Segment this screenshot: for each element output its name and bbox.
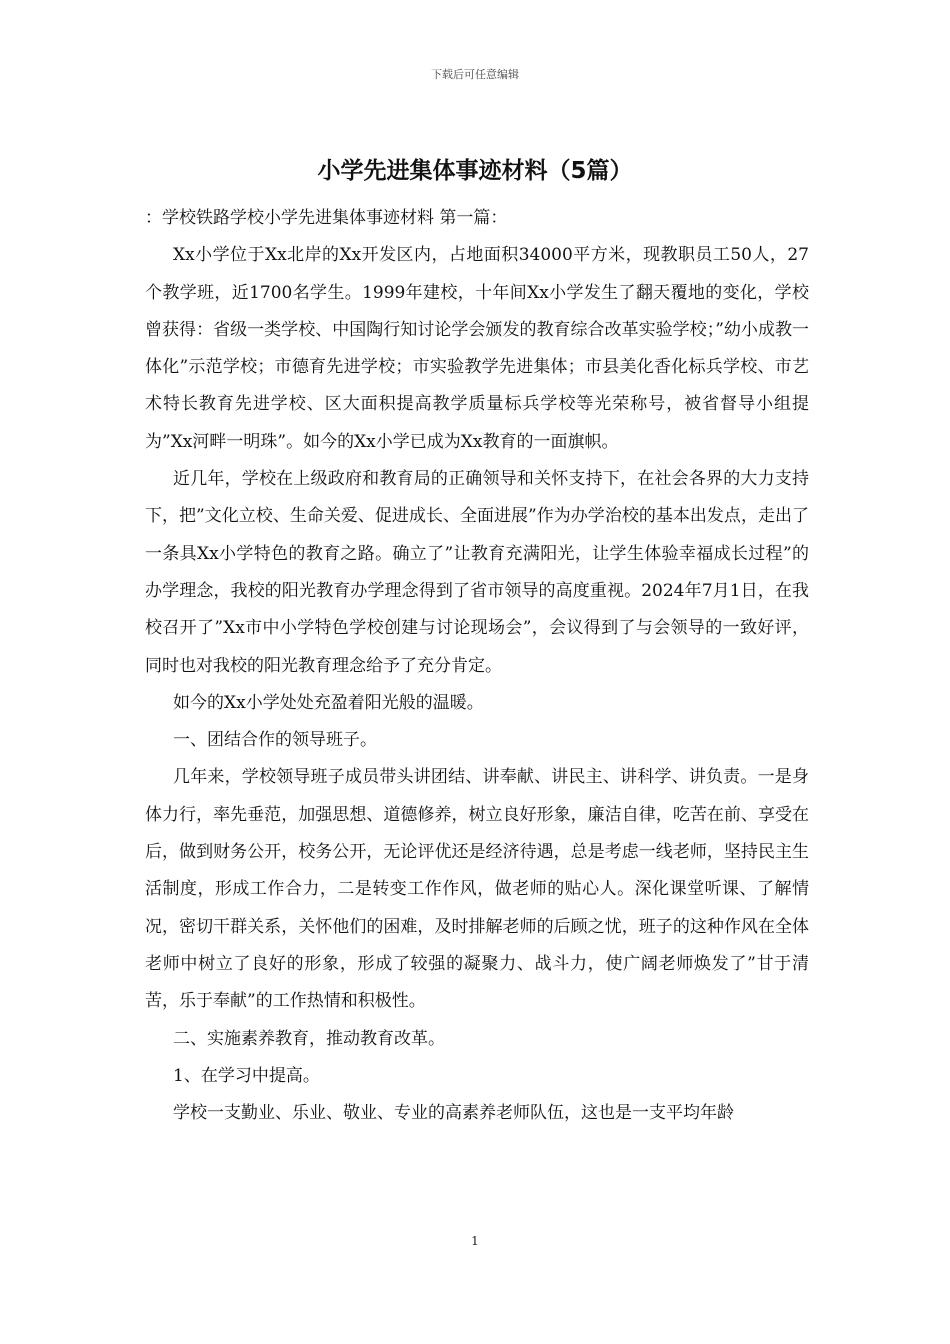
- document-body: [145, 200, 809, 1132]
- document-title: 小学先进集体事迹材料（5篇）: [317, 158, 633, 184]
- paragraph: Xx小学位于Xx北岸的Xx开发区内，占地面积34000平方米，现教职员工50人，27个教学班，近1700名学生。1999年建校，十年间Xx小学发生了翻天覆地的变化，学校曾获得：省级一类学校、中国陶行知讨论学会颁发的教育综合改革实验学校；”幼小成教一体化”示范学校；市德育先进学校；市实验教学先进集体；市县美化香化标兵学校、市艺术特长教育先进学校、区大面积提高教学质量标兵学校等光荣称号，被省督导小组提为”Xx河畔一明珠”。如今的Xx小学已成为Xx教育的一面旗帜。: [145, 245, 809, 452]
- page-header-note: 下载后可任意编辑: [431, 68, 519, 81]
- section-heading: 二、实施素养教育，推动教育改革。: [173, 1028, 445, 1049]
- section-heading: 一、团结合作的领导班子。: [173, 730, 377, 751]
- page-number: 1: [471, 1234, 479, 1248]
- paragraph-subtitle: ：学校铁路学校小学先进集体事迹材料 第一篇：: [145, 208, 508, 228]
- subsection-heading: 1、在学习中提高。: [173, 1065, 320, 1086]
- paragraph: 学校一支勤业、乐业、敬业、专业的高素养老师队伍，这也是一支平均年龄: [173, 1103, 734, 1124]
- paragraph: 几年来，学校领导班子成员带头讲团结、讲奉献、讲民主、讲科学、讲负责。一是身体力行，率先垂范，加强思想、道德修养，树立良好形象，廉洁自律，吃苦在前、享受在后，做到财务公开，校务公开，无论评优还是经济待遇，总是考虑一线老师，坚持民主生活制度，形成工作合力，二是转变工作作风，做老师的贴心人。深化课堂听课、了解情况，密切干群关系，关怀他们的困难，及时排解老师的后顾之忧，班子的这种作风在全体老师中树立了良好的形象，形成了较强的凝聚力、战斗力，使广阔老师焕发了”甘于清苦，乐于奉献”的工作热情和积极性。: [145, 767, 809, 1012]
- paragraph: 近几年，学校在上级政府和教育局的正确领导和关怀支持下，在社会各界的大力支持下，把”文化立校、生命关爱、促进成长、全面进展”作为办学治校的基本出发点，走出了一条具Xx小学特色的教育之路。确立了”让教育充满阳光，让学生体验幸福成长过程”的办学理念，我校的阳光教育办学理念得到了省市领导的高度重视。2024年7月1日，在我校召开了”Xx市中小学特色学校创建与讨论现场会”，会议得到了与会领导的一致好评，同时也对我校的阳光教育理念给予了充分肯定。: [145, 469, 809, 676]
- paragraph: 如今的Xx小学处处充盈着阳光般的温暖。: [173, 692, 484, 713]
